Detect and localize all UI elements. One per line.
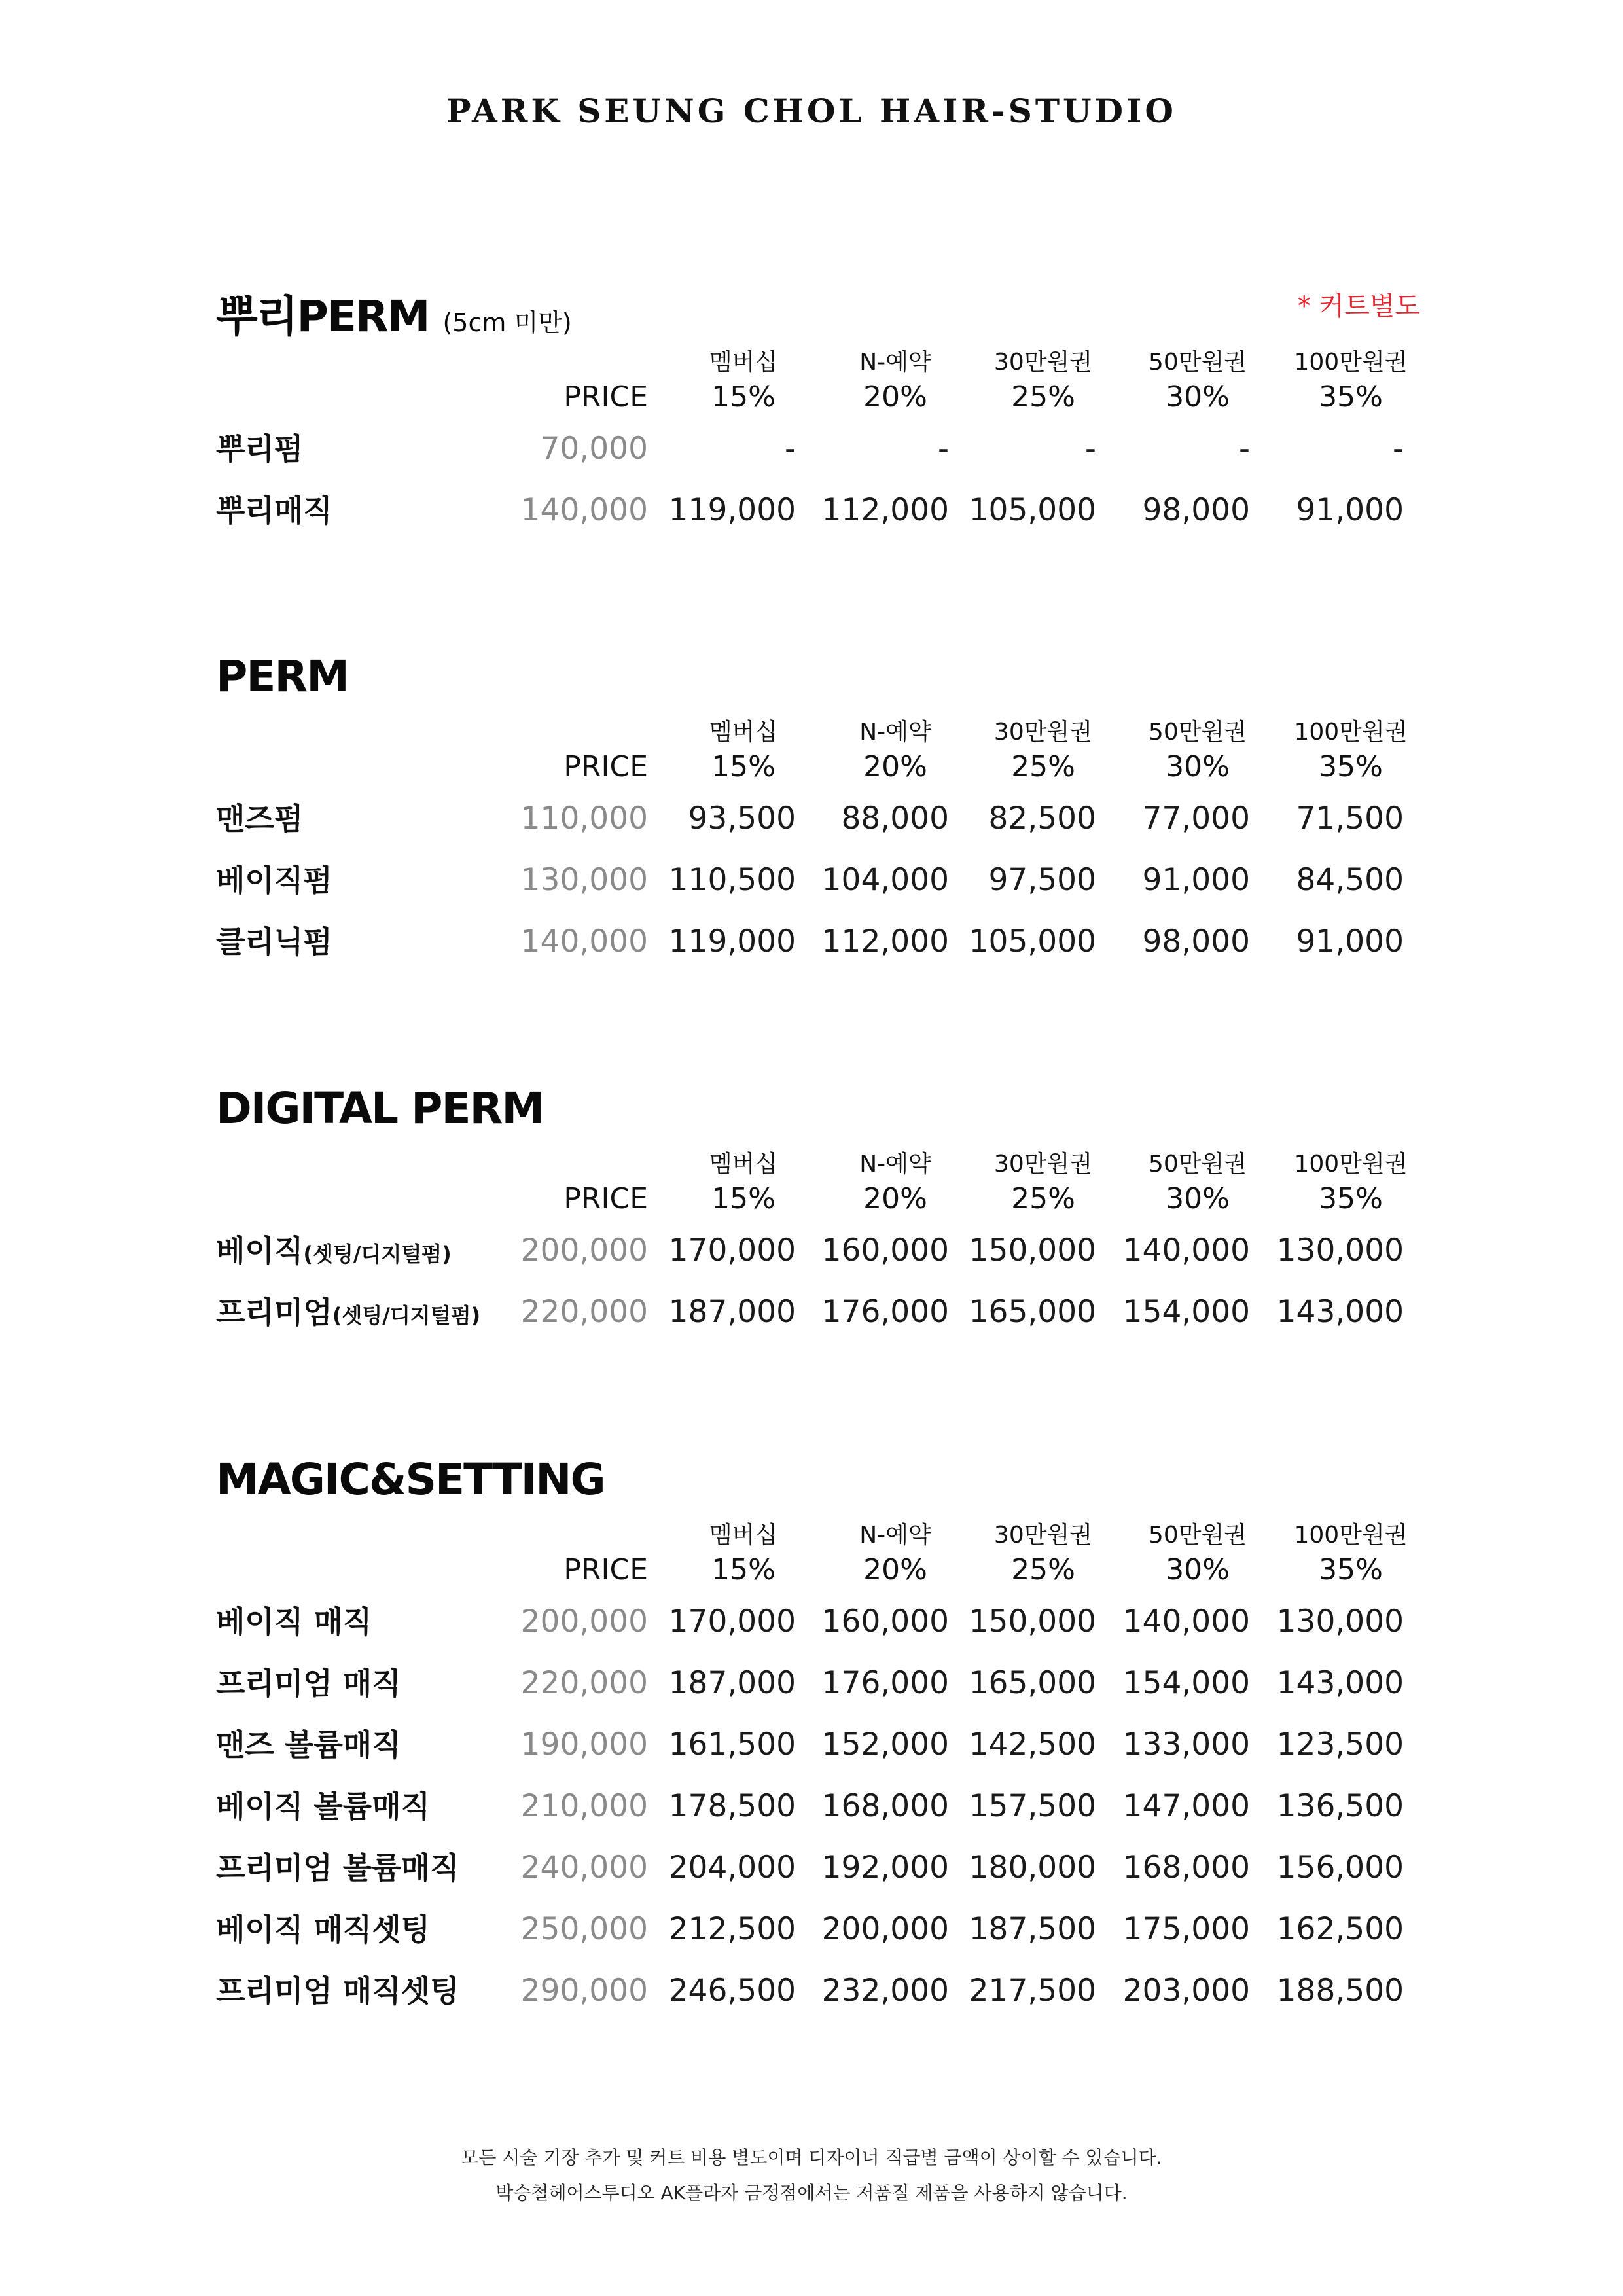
discounted-price: 143,000 bbox=[1276, 1294, 1404, 1330]
price-row bbox=[0, 1286, 1623, 1338]
discount-column-header bbox=[1126, 1149, 1270, 1218]
service-name bbox=[216, 854, 332, 906]
discount-tier-label: 30만원권 bbox=[993, 719, 1093, 745]
discount-tier-label: 100만원권 bbox=[1294, 1522, 1408, 1549]
discounted-price: 154,000 bbox=[1122, 1294, 1250, 1330]
section-title-note: (5cm 미만) bbox=[442, 308, 572, 337]
discounted-price: 82,500 bbox=[988, 800, 1096, 836]
discounted-price: 150,000 bbox=[969, 1232, 1096, 1268]
discounted-price: 91,000 bbox=[1142, 862, 1250, 898]
regular-price: 200,000 bbox=[520, 1232, 648, 1268]
regular-price: 130,000 bbox=[520, 862, 648, 898]
discounted-price: 160,000 bbox=[821, 1604, 949, 1640]
discount-tier-percent: 20% bbox=[863, 750, 927, 783]
regular-price: 210,000 bbox=[520, 1788, 648, 1824]
section-title bbox=[216, 1454, 605, 1505]
discount-column-header bbox=[1279, 347, 1423, 416]
discounted-price: 97,500 bbox=[988, 862, 1096, 898]
discount-tier-label: 50만원권 bbox=[1148, 719, 1247, 745]
discounted-price: 143,000 bbox=[1276, 1665, 1404, 1701]
discounted-price: 77,000 bbox=[1142, 800, 1250, 836]
service-name-text: 베이직 매직셋팅 bbox=[216, 1912, 431, 1947]
discounted-price: 119,000 bbox=[668, 924, 796, 960]
discounted-price: 246,500 bbox=[668, 1973, 796, 2009]
discount-column-header bbox=[823, 1520, 967, 1589]
discounted-price: 133,000 bbox=[1122, 1727, 1250, 1763]
discounted-price: 140,000 bbox=[1122, 1232, 1250, 1268]
price-row bbox=[0, 1780, 1623, 1833]
discounted-price: 147,000 bbox=[1122, 1788, 1250, 1824]
section-title bbox=[216, 1083, 543, 1134]
discount-tier-label: N-예약 bbox=[859, 1522, 931, 1549]
footer-note-2: 박승철헤어스투디오 AK플라자 금정점에서는 저품질 제품을 사용하지 않습니다. bbox=[495, 2182, 1128, 2204]
discounted-price: 71,500 bbox=[1296, 800, 1404, 836]
discount-tier-percent: 15% bbox=[711, 750, 776, 783]
discounted-price: 168,000 bbox=[821, 1788, 949, 1824]
discounted-price: 188,500 bbox=[1276, 1973, 1404, 2009]
price-row bbox=[0, 1719, 1623, 1771]
discount-column-header bbox=[1279, 1149, 1423, 1218]
price-row bbox=[0, 1657, 1623, 1710]
section-title-text: PERM bbox=[216, 651, 348, 702]
discounted-price: 93,500 bbox=[688, 800, 796, 836]
discounted-price: 175,000 bbox=[1122, 1911, 1250, 1947]
discounted-price: 204,000 bbox=[668, 1850, 796, 1886]
discount-tier-label: 30만원권 bbox=[993, 1151, 1093, 1177]
section-title-text: MAGIC&SETTING bbox=[216, 1454, 605, 1505]
service-name-text: 뿌리매직 bbox=[216, 493, 332, 528]
discounted-price: 88,000 bbox=[841, 800, 949, 836]
service-name bbox=[216, 1225, 452, 1280]
discount-tier-percent: 15% bbox=[711, 380, 776, 414]
discount-column-header bbox=[971, 1520, 1115, 1589]
service-name bbox=[216, 1596, 372, 1648]
discounted-price: 156,000 bbox=[1276, 1850, 1404, 1886]
price-row bbox=[0, 793, 1623, 845]
cut-separate-note: * 커트별도 bbox=[1297, 291, 1420, 321]
regular-price: 140,000 bbox=[520, 492, 648, 528]
discount-tier-percent: 25% bbox=[1011, 380, 1075, 414]
discounted-price: - bbox=[785, 431, 796, 467]
discounted-price: 160,000 bbox=[821, 1232, 949, 1268]
price-column-header: PRICE bbox=[563, 1182, 648, 1215]
discount-column-header bbox=[1279, 717, 1423, 786]
regular-price: 220,000 bbox=[520, 1294, 648, 1330]
discounted-price: 178,500 bbox=[668, 1788, 796, 1824]
section-title bbox=[216, 651, 348, 702]
service-name bbox=[216, 423, 303, 475]
service-name-text: 프리미엄 매직셋팅 bbox=[216, 1973, 459, 2009]
section-title-text: 뿌리PERM bbox=[216, 291, 429, 342]
service-name-text: 프리미엄 bbox=[216, 1295, 332, 1330]
discount-column-header bbox=[1126, 347, 1270, 416]
discount-tier-percent: 20% bbox=[863, 380, 927, 414]
discount-column-header bbox=[971, 717, 1115, 786]
discount-tier-percent: 15% bbox=[711, 1553, 776, 1587]
service-name-note: (셋팅/디지털펌) bbox=[303, 1242, 452, 1266]
discounted-price: 165,000 bbox=[969, 1665, 1096, 1701]
discount-column-header bbox=[671, 347, 815, 416]
price-row bbox=[0, 1842, 1623, 1894]
discounted-price: 203,000 bbox=[1122, 1973, 1250, 2009]
regular-price: 70,000 bbox=[540, 431, 648, 467]
discounted-price: 119,000 bbox=[668, 492, 796, 528]
discount-tier-label: 100만원권 bbox=[1294, 719, 1408, 745]
discounted-price: 176,000 bbox=[821, 1294, 949, 1330]
discounted-price: 104,000 bbox=[821, 862, 949, 898]
discounted-price: 98,000 bbox=[1142, 492, 1250, 528]
discounted-price: 187,000 bbox=[668, 1665, 796, 1701]
discount-tier-label: 50만원권 bbox=[1148, 1522, 1247, 1549]
discounted-price: 130,000 bbox=[1276, 1604, 1404, 1640]
discounted-price: 142,500 bbox=[969, 1727, 1096, 1763]
price-row bbox=[0, 854, 1623, 906]
discount-tier-percent: 20% bbox=[863, 1182, 927, 1215]
discount-column-header bbox=[823, 1149, 967, 1218]
discounted-price: 136,500 bbox=[1276, 1788, 1404, 1824]
discount-column-header bbox=[1126, 717, 1270, 786]
discounted-price: - bbox=[1085, 431, 1096, 467]
discounted-price: 187,500 bbox=[969, 1911, 1096, 1947]
discount-column-header bbox=[823, 347, 967, 416]
regular-price: 220,000 bbox=[520, 1665, 648, 1701]
price-row bbox=[0, 1903, 1623, 1956]
service-name-text: 뿌리펌 bbox=[216, 431, 304, 467]
discounted-price: 157,500 bbox=[969, 1788, 1096, 1824]
footer-note-1: 모든 시술 기장 추가 및 커트 비용 별도이며 디자이너 직급별 금액이 상이할 수 있습니다. bbox=[461, 2147, 1162, 2168]
discount-tier-label: 30만원권 bbox=[993, 349, 1093, 376]
discounted-price: 176,000 bbox=[821, 1665, 949, 1701]
discounted-price: 105,000 bbox=[969, 924, 1096, 960]
service-name bbox=[216, 916, 332, 968]
discounted-price: 192,000 bbox=[821, 1850, 949, 1886]
price-row bbox=[0, 1965, 1623, 2017]
discount-tier-label: 100만원권 bbox=[1294, 349, 1408, 376]
discounted-price: 170,000 bbox=[668, 1232, 796, 1268]
regular-price: 250,000 bbox=[520, 1911, 648, 1947]
discounted-price: 170,000 bbox=[668, 1604, 796, 1640]
discount-tier-percent: 35% bbox=[1319, 380, 1383, 414]
service-name bbox=[216, 1965, 459, 2017]
regular-price: 140,000 bbox=[520, 924, 648, 960]
discounted-price: 162,500 bbox=[1276, 1911, 1404, 1947]
brand-title: PARK SEUNG CHOL HAIR-STUDIO bbox=[446, 92, 1177, 130]
price-row bbox=[0, 484, 1623, 537]
discounted-price: 232,000 bbox=[821, 1973, 949, 2009]
service-name bbox=[216, 1842, 459, 1894]
service-name-text: 베이직 bbox=[216, 1233, 304, 1268]
discounted-price: 161,500 bbox=[668, 1727, 796, 1763]
price-column-header: PRICE bbox=[563, 1553, 648, 1587]
discount-tier-percent: 15% bbox=[711, 1182, 776, 1215]
discounted-price: 98,000 bbox=[1142, 924, 1250, 960]
discount-tier-percent: 35% bbox=[1319, 1182, 1383, 1215]
service-name bbox=[216, 1657, 401, 1710]
service-name-text: 베이직 매직 bbox=[216, 1604, 372, 1640]
discounted-price: 154,000 bbox=[1122, 1665, 1250, 1701]
discounted-price: 84,500 bbox=[1296, 862, 1404, 898]
discount-column-header bbox=[671, 717, 815, 786]
price-row bbox=[0, 423, 1623, 475]
discount-tier-label: N-예약 bbox=[859, 1151, 931, 1177]
discount-tier-label: 50만원권 bbox=[1148, 349, 1247, 376]
discount-column-header bbox=[1279, 1520, 1423, 1589]
discounted-price: 123,500 bbox=[1276, 1727, 1404, 1763]
discounted-price: - bbox=[1393, 431, 1404, 467]
discount-tier-label: 30만원권 bbox=[993, 1522, 1093, 1549]
discount-tier-percent: 25% bbox=[1011, 1553, 1075, 1587]
service-name bbox=[216, 484, 332, 537]
service-name bbox=[216, 1286, 480, 1342]
service-name-text: 베이직 볼륨매직 bbox=[216, 1789, 431, 1824]
discount-tier-percent: 30% bbox=[1166, 1182, 1230, 1215]
service-name-note: (셋팅/디지털펌) bbox=[332, 1303, 481, 1328]
discounted-price: 130,000 bbox=[1276, 1232, 1404, 1268]
service-name-text: 맨즈 볼륨매직 bbox=[216, 1727, 401, 1763]
discounted-price: 91,000 bbox=[1296, 492, 1404, 528]
discount-tier-percent: 30% bbox=[1166, 750, 1230, 783]
service-name bbox=[216, 1719, 401, 1771]
discount-column-header bbox=[971, 1149, 1115, 1218]
discount-tier-percent: 25% bbox=[1011, 1182, 1075, 1215]
discount-tier-percent: 35% bbox=[1319, 1553, 1383, 1587]
regular-price: 200,000 bbox=[520, 1604, 648, 1640]
discounted-price: 112,000 bbox=[821, 492, 949, 528]
service-name-text: 프리미엄 매직 bbox=[216, 1666, 401, 1701]
discount-tier-percent: 30% bbox=[1166, 380, 1230, 414]
discount-column-header bbox=[671, 1520, 815, 1589]
service-name-text: 프리미엄 볼륨매직 bbox=[216, 1850, 459, 1886]
discounted-price: 140,000 bbox=[1122, 1604, 1250, 1640]
discounted-price: 152,000 bbox=[821, 1727, 949, 1763]
price-column-header: PRICE bbox=[563, 380, 648, 414]
service-name bbox=[216, 793, 303, 845]
discount-tier-label: 100만원권 bbox=[1294, 1151, 1408, 1177]
discount-tier-label: 멤버십 bbox=[709, 349, 778, 376]
regular-price: 240,000 bbox=[520, 1850, 648, 1886]
discounted-price: 200,000 bbox=[821, 1911, 949, 1947]
discounted-price: - bbox=[1239, 431, 1250, 467]
discount-column-header bbox=[671, 1149, 815, 1218]
discount-tier-label: N-예약 bbox=[859, 349, 931, 376]
discount-column-header bbox=[823, 717, 967, 786]
discount-tier-label: N-예약 bbox=[859, 719, 931, 745]
discount-tier-percent: 30% bbox=[1166, 1553, 1230, 1587]
discounted-price: 110,500 bbox=[668, 862, 796, 898]
discounted-price: 150,000 bbox=[969, 1604, 1096, 1640]
discount-column-header bbox=[971, 347, 1115, 416]
discounted-price: 168,000 bbox=[1122, 1850, 1250, 1886]
section-title bbox=[216, 281, 572, 344]
regular-price: 110,000 bbox=[520, 800, 648, 836]
discounted-price: 91,000 bbox=[1296, 924, 1404, 960]
discounted-price: 165,000 bbox=[969, 1294, 1096, 1330]
discount-tier-percent: 20% bbox=[863, 1553, 927, 1587]
discount-tier-label: 멤버십 bbox=[709, 1522, 778, 1549]
discount-tier-label: 50만원권 bbox=[1148, 1151, 1247, 1177]
service-name bbox=[216, 1903, 430, 1956]
section-title-text: DIGITAL PERM bbox=[216, 1083, 544, 1134]
discounted-price: 187,000 bbox=[668, 1294, 796, 1330]
price-row bbox=[0, 1225, 1623, 1277]
discounted-price: 217,500 bbox=[969, 1973, 1096, 2009]
price-row bbox=[0, 916, 1623, 968]
service-name-text: 클리닉펌 bbox=[216, 924, 332, 960]
discounted-price: 180,000 bbox=[969, 1850, 1096, 1886]
discount-tier-label: 멤버십 bbox=[709, 719, 778, 745]
discount-tier-percent: 35% bbox=[1319, 750, 1383, 783]
footer-notes bbox=[0, 2140, 1623, 2211]
discounted-price: 105,000 bbox=[969, 492, 1096, 528]
price-row bbox=[0, 1596, 1623, 1648]
discounted-price: - bbox=[938, 431, 949, 467]
service-name-text: 베이직펌 bbox=[216, 863, 332, 898]
service-name-text: 맨즈펌 bbox=[216, 801, 304, 836]
discounted-price: 212,500 bbox=[668, 1911, 796, 1947]
discount-column-header bbox=[1126, 1520, 1270, 1589]
discount-tier-percent: 25% bbox=[1011, 750, 1075, 783]
service-name bbox=[216, 1780, 430, 1833]
regular-price: 290,000 bbox=[520, 1973, 648, 2009]
discount-tier-label: 멤버십 bbox=[709, 1151, 778, 1177]
price-column-header: PRICE bbox=[563, 750, 648, 783]
discounted-price: 112,000 bbox=[821, 924, 949, 960]
regular-price: 190,000 bbox=[520, 1727, 648, 1763]
